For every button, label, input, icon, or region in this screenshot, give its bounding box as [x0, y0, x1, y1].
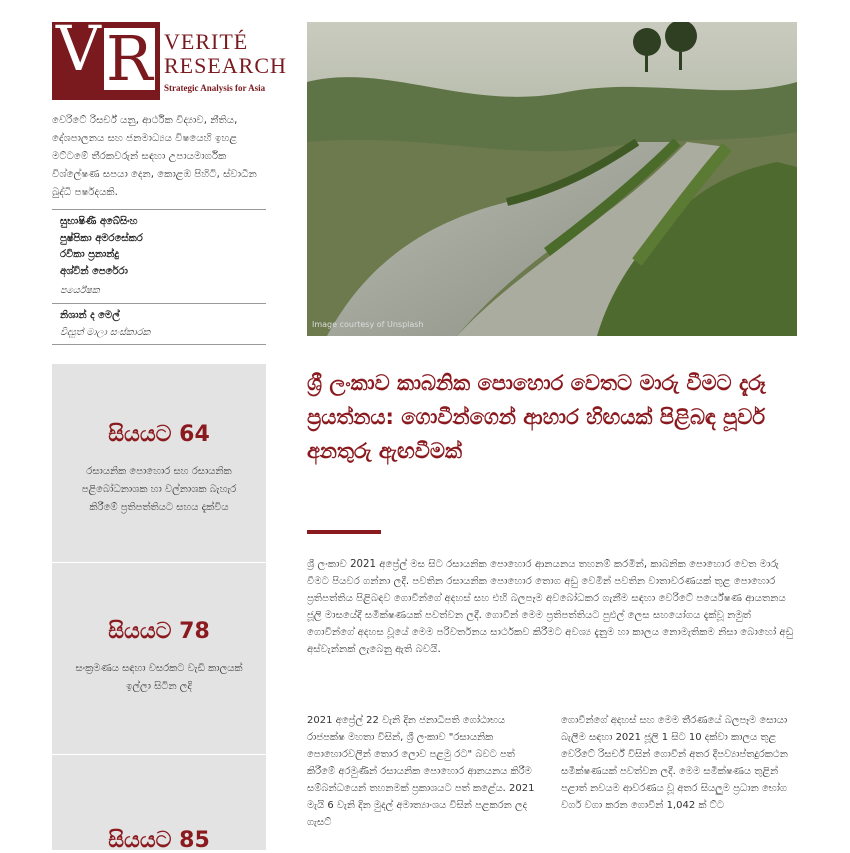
- authors-role: පර්යේෂක: [60, 285, 100, 296]
- editor-role: විද්‍යුත් මාලා සංස්කාරක: [60, 327, 151, 338]
- stat-title: සියයට 64: [108, 422, 210, 447]
- logo-tagline: Strategic Analysis for Asia: [164, 83, 266, 93]
- verite-research-logo: [52, 12, 287, 102]
- stats-sidebar: [52, 364, 266, 853]
- stat-title: සියයට 78: [108, 619, 210, 644]
- stat-description: සංක්‍රමණය සඳහා වසරකට වැඩි කාලයක් ඉල්ලා සිටින ලදි: [75, 663, 243, 692]
- stat-divider: [52, 562, 266, 563]
- body-column-1: 2021 අප්‍රේල් 22 වැනි දින ජනාධිපති ගෝඨාභය රාජපක්ෂ මහතා විසින්, ශ්‍රී ලංකාව "රසායනික පොහොරවලින් තොර ලොව පළමු රට" බවට පත් කිරීමේ අරමුණින් රසායනික පොහොර ආනයනය කිරීම සම්බන්ධයෙන් තහනමක් ප්‍රකාශයට පත් කළේය. 2021 මැයි 6 වැනි දින මුදල් අමාත්‍යාංශය විසින් පළකරන ලද ගැසට්: [307, 715, 535, 828]
- author-name: පුෂ්පිකා අමරසේකර: [60, 232, 143, 244]
- stat-box: [52, 619, 266, 696]
- article-headline: ශ්‍රී ලංකාව කාබනික පොහොර වෙතට මාරු වීමට දැරූ ප්‍රයත්නය: ගොවීන්ගෙන් ආහාර හිඟයක් පිළිබඳ පූර්ව අනතුරු ඇඟවීමක්: [307, 371, 766, 463]
- photo-credit: Image courtesy of Unsplash: [312, 320, 424, 329]
- logo-line-2: RESEARCH: [164, 53, 287, 78]
- stat-box: [52, 828, 266, 853]
- author-name: අශ්වින් පෙරේරා: [60, 265, 128, 277]
- author-name: රවිකා ප්‍රනාන්දු: [60, 249, 119, 260]
- editor-name: නිශාන් ද මෙල්: [60, 310, 120, 321]
- logo-mark-v: V: [56, 12, 101, 85]
- headline-underline: [307, 530, 381, 534]
- author-name: සුභාෂිණී අබේසිංහ: [60, 216, 138, 227]
- lead-paragraph: ශ්‍රී ලංකාව 2021 අප්‍රේල් මස සිට රසායනික පොහොර ආනයනය තහනම් කරමින්, කාබනික පොහොර වෙත මාරු වීමට පියවර ගන්නා ලදී. පවතින රසායනික පොහොර තොග අඩු වෙමින් පවතින වාතාවරණයක් තුළ පොහොර ප්‍රතිපත්තිය පිළිබඳව ගොවීන්ගේ අදහස් සහ එහි බලපෑම අවබෝධකර ගැනීම සඳහා වෙරිටේ පර්යේෂණ ආයතනය ජූලි මාසයේදී සමීක්ෂණයක් පවත්වන ලදී. ගොවීන් මෙම ප්‍රතිපත්තියට පුළුල් ලෙස සහයෝගය දැක්වූ නමුත් ගොවීන්ගේ අදහස වූයේ මෙම පරිවර්තනය සාර්ථකව කිරීමට අවශ්‍ය දැනුම හා කාලය නොමැතිකම නිසා බොහෝ අඩු අස්වැන්නක් ලැබෙනු ඇති බවයි.: [307, 559, 794, 655]
- logo-text: [164, 30, 287, 94]
- body-column-2: ගොවීන්ගේ අදහස් සහ මෙම තීරණයේ බලපෑම සොයා බැලීම සඳහා 2021 ජූලි 1 සිට 10 දක්වා කාලය තුළ වෙරිටේ රිසර්ච් විසින් ගොවීන් අතර දීපව්‍යාප්තදුරකථන සමීක්ෂණයක් පවත්වන ලදී. මෙම සමීක්ෂණය තුළින් පළාත් නවයම ආවරණය වූ අතර සියලුම ප්‍රධාන භෝග වර්ග වගා කරන ගොවීන් 1,042 ක් ට්ට: [561, 715, 788, 811]
- stat-box: [52, 422, 266, 517]
- divider: [52, 209, 266, 210]
- stat-title: සියයට 85: [108, 828, 210, 853]
- divider: [52, 303, 266, 304]
- author-list: [60, 214, 270, 280]
- stat-divider: [52, 754, 266, 755]
- logo-mark: [52, 12, 160, 100]
- intro-paragraph: වෙරිටේ රිසර්ච් යනු, ආර්ථික විද්‍යාව, නීතිය, දේශපාලනය සහ ජනමාධ්‍යය විෂයෙහි ඉහළ මට්ටමේ තීරකවරුන් සඳහා උපායමාර්ගික විශ්ලේෂණ සපයා දෙන, කොළඹ පිහිටි, ස්වාධීන බුද්ධි පර්ෂදයකි.: [52, 115, 257, 198]
- rice-terrace-photo: [307, 22, 797, 336]
- logo-mark-r: R: [106, 22, 153, 95]
- divider: [52, 344, 266, 345]
- logo-line-1: VERITÉ: [164, 29, 249, 54]
- stat-description: රසායනික පොහොර සහ රසායනික පළිබෝධනාශක හා වල්නාශක බැහැර කිරීමේ ප්‍රතිපත්තියට සහය දැක්විය: [81, 466, 237, 513]
